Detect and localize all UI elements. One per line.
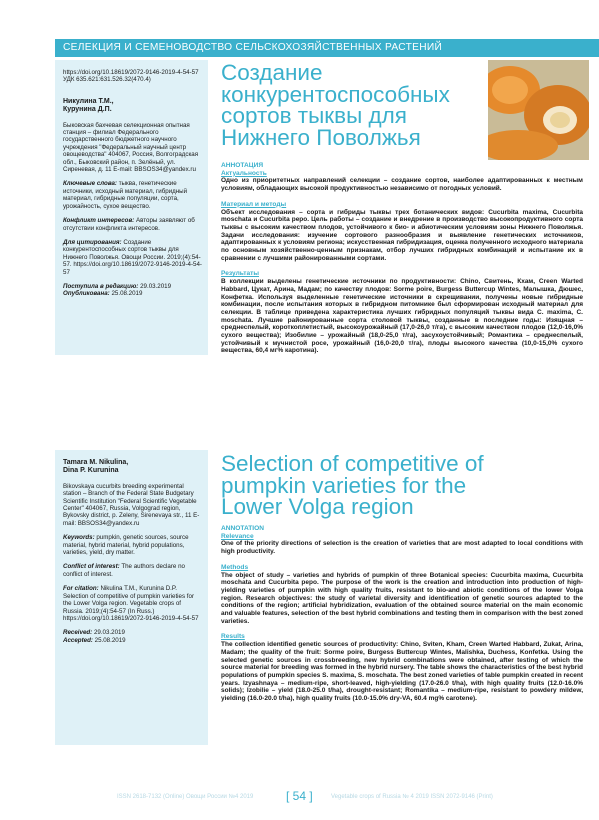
annotation-heading-ru: АННОТАЦИЯ bbox=[221, 162, 264, 169]
footer-right: Vegetable crops of Russia № 4 2019 ISSN 2072-9146 (Print) bbox=[331, 794, 493, 800]
citation-en: For citation: Nikulina T.M., Kurunina D.P. Selection of competitive of pumpkin varieties for the Lower Volga region. Vegetable crops of Russia. 2019;(4):54-57 (In Russ.) https://doi.org/10.18619/2072-9146-2019-4-54-57 bbox=[63, 585, 199, 622]
authors-en: Tamara M. Nikulina, Dina P. Kurunina bbox=[63, 459, 129, 475]
sidebar-ru bbox=[55, 60, 208, 355]
section-header: СЕЛЕКЦИЯ И СЕМЕНОВОДСТВО СЕЛЬСКОХОЗЯЙСТВЕННЫХ РАСТЕНИЙ bbox=[55, 39, 599, 57]
annotation-ru bbox=[221, 162, 583, 355]
footer-left: ISSN 2618-7132 (Online) Овощи России №4 2019 bbox=[117, 794, 254, 800]
annotation-heading-en: ANNOTATION bbox=[221, 525, 264, 532]
udk: УДК 635.621:631.526.32(470.4) bbox=[63, 76, 151, 84]
sidebar-en bbox=[55, 450, 208, 745]
conflict-ru: Конфликт интересов: Авторы заявляют об отсутствии конфликта интересов. bbox=[63, 217, 195, 232]
title-ru: Создание конкурентоспособных сортов тыквы для Нижнего Поволжья bbox=[221, 60, 450, 150]
relevance-heading-ru: Актуальность bbox=[221, 169, 267, 177]
relevance-heading-en: Relevance bbox=[221, 532, 254, 540]
conflict-en: Conflict of interest: The authors declare no conflict of interest. bbox=[63, 563, 185, 578]
relevance-text-en: One of the priority directions of selection is the creation of varieties that are most adapted to local conditions with high productivity. bbox=[221, 540, 583, 556]
results-heading-en: Results bbox=[221, 633, 245, 641]
pumpkin-photo bbox=[488, 60, 589, 160]
doi-link[interactable]: https://doi.org/10.18619/2072-9146-2019-4-54-57 bbox=[63, 69, 199, 76]
received-ru: Поступила в редакцию: 29.03.2019 bbox=[63, 282, 172, 290]
methods-heading-ru: Материал и методы bbox=[221, 200, 287, 208]
published-ru: Опубликована: 25.08.2019 bbox=[63, 290, 143, 298]
citation-ru: Для цитирования: Создание конкурентоспособных сортов тыквы для Нижнего Поволжья. Овощи России. 2019;(4):54-57. https://doi.org/10.18619/2072-9146-2019-4-54-57 bbox=[63, 238, 202, 276]
methods-text-ru: Объект исследования – сорта и гибриды тыквы трех ботанических видов: Cucurbita maxima, Cucurbita moschata и Cucurbita pepo. Цель работы – создание и внедрение в производство высокопродуктивного сорта тыквы с высоким качеством плодов, устойчивого к био- и абиотическим условиям зоны Нижнего Поволжья. Задачи исследования: изучение сортового разнообразия и выявление генетических источников, адаптированных к условиям региона; искусственная гибридизация, оценка полученного исходного материала по основным хозяйственно-ценным признакам, отбор лучших гибридных комбинаций и испытание их в сравнении с лучшими районированными сортами. bbox=[221, 208, 583, 262]
affiliation-en: Bikovskaya cucurbits breeding experimental station – Branch of the Federal State Budgetary Scientific Institution "Federal Scientific Vegetable Center" 404067, Russia, Volgograd region, Bykovsky district, p. Zeleny, Sirenevaya str., 11 E-mail: BBSOS34@yandex.ru bbox=[63, 482, 200, 527]
results-heading-ru: Результаты bbox=[221, 270, 260, 278]
annotation-en bbox=[221, 525, 583, 703]
received-en: Received: 29.03.2019 bbox=[63, 629, 125, 637]
page-footer bbox=[0, 790, 599, 810]
methods-heading-en: Methods bbox=[221, 563, 249, 571]
title-en: Selection of competitive of pumpkin varieties for the Lower Volga region bbox=[221, 451, 484, 519]
methods-text-en: The object of study – varieties and hybrids of pumpkin of three Botanical species: Cucurbita maxima, Cucurbita moschata and Cucurbita pepo. The purpose of the work is the creation and introduction into production of high-yielding varieties of pumpkin with high quality fruits, resistant to bio-and abiotic conditions of the lower Volga region. Research objectives: the study of varietal diversity and identification of genetic sources adapted to the conditions of the region; artificial hybridization, evaluation of the obtained source material on the main economic and valuable features, selection of the best hybrid combinations and testing them in comparison with the best zoned varieties. bbox=[221, 571, 583, 625]
relevance-text-ru: Одно из приоритетных направлений селекции – создание сортов, наиболее адаптированных к местным условиям, обладающих высокой продуктивностью независимо от погодных условий. bbox=[221, 177, 583, 193]
page-number: [ 54 ] bbox=[286, 789, 313, 803]
authors-ru: Никулина Т.М., Курунина Д.П. bbox=[63, 97, 114, 114]
accepted-en: Accepted: 25.08.2019 bbox=[63, 636, 126, 644]
affiliation-ru: Быковская бахчевая селекционная опытная станция – филиал Федерального государственного бюджетного научного учреждения "Федеральный научный центр овощеводства" 404067, Россия, Волгоградская обл., Быковский район, п. Зелёный, ул. Сиреневая, д. 11 E-mail: BBSOS34@yandex.ru bbox=[63, 121, 199, 174]
keywords-ru: Ключевые слова: тыква, генетические источники, исходный материал, гибридный материал, гибридные популяции, сорта, урожайность, сухое вещество. bbox=[63, 180, 188, 210]
results-text-ru: В коллекции выделены генетические источники по продуктивности: Chino, Свитень, Кхам, Creen Warted Habbard, Цукат, Арина, Мадам; по качеству плодов: Sorme poire, Burgess Buttercup Wintes, Малышка, Дюшес, Конфетка. Используя выделенные генетические источники в скрещивании, получены новые гибридные комбинации, после испытания которых в гибридном питомнике был сформирован исходный материал для селекции. В таблице приведена характеристика лучших гибридных популяций тыквы вида C. maxima, C. moschata. Лучшие районированные сорта столовой тыквы, созданные в последние годы: Изящная – среднеспелый, короткоплетистый, высокоурожайный (17,0-26,0 т/га), с высоким качеством плодов (12,0-16,0% сухого вещества); Изобилие – урожайный (18,0-25,0 т/га), засухоустойчивый; Романтика – среднеспелый, устойчивый к мучнистой росе, урожайный (16,0-20,0 т/га), плоды высокого качества (10,0-15,0% сухого вещества, 60,4 мг% каротина). bbox=[221, 278, 583, 355]
keywords-en: Keywords: pumpkin, genetic sources, source material, hybrid material, hybrid populations, varieties, yield, dry matter. bbox=[63, 534, 189, 557]
results-text-en: The collection identified genetic sources of productivity: Chino, Sviten, Kham, Creen Warted Habbard, Zukat, Arina, Madam; the quality of the fruit: Sorme poire, Burgess Buttercup Wintes, Malishka, Duchess, Konfetka. Using the selected genetic sources in crossbreeding, new hybrid combinations were obtained, after testing of which the source material for breeding was formed in the hybrid nursery. The table shows the characteristics of the best hybrid populations of pumpkin species S. maxima, S. moschata. The best zoned varieties of table pumpkin created in recent years. Izyashnaya – medium-ripe, short-leaved, high-yielding (17.0-26.0 t/ha), with high quality fruits (12.0-16.0% solids); Izobilie – yield (18.0-25.0 t/ha), drought-resistant; Romantika – medium-ripe, resistant to powdery mildew, yielding (16.0-20.0 t/ha), high quality fruits (10.0-15.0% dry-VA, 60.4 mg% carotene). bbox=[221, 641, 583, 703]
